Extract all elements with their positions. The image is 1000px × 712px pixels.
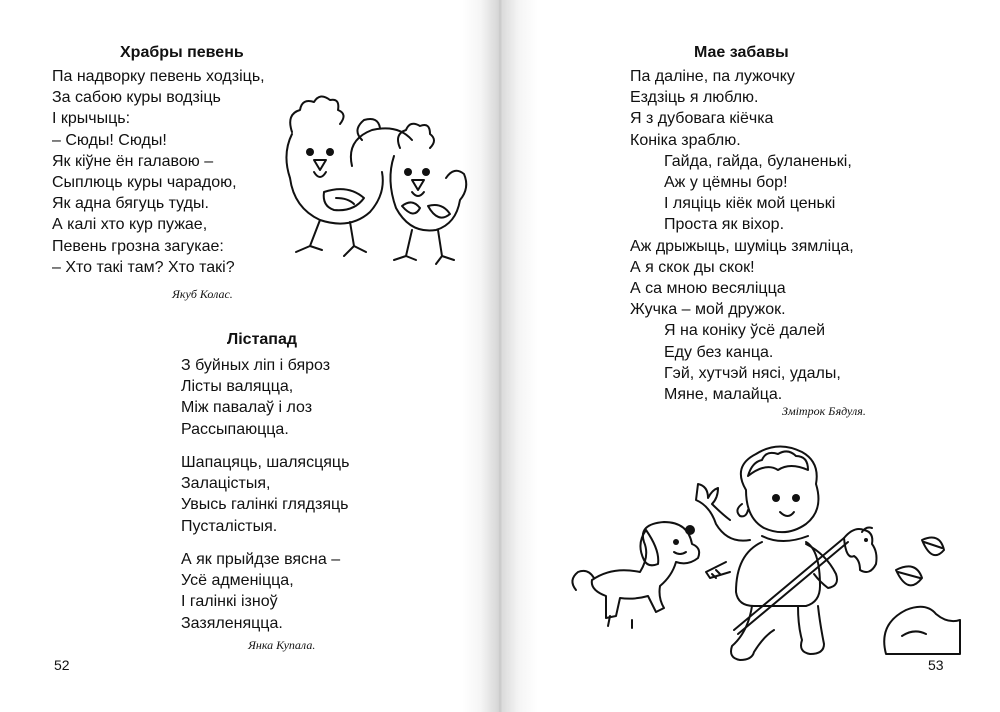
poem-line: А са мною весяліцца (630, 280, 786, 298)
poem-line: Мяне, малайца. (664, 386, 783, 404)
author-zmitrok-byadulya: Змітрок Бядуля. (782, 404, 866, 418)
poem-title-brave-rooster: Храбры певень (120, 44, 244, 61)
poem-line: Аж дрыжыць, шуміць зямліца, (630, 237, 854, 255)
poem-line: Залацістыя, (181, 475, 271, 493)
page-number-right: 53 (928, 657, 944, 673)
poem-line: – Хто такі там? Хто такі? (52, 258, 235, 276)
poem-line: З буйных ліп і бяроз (181, 357, 331, 374)
poem-line: І ляціць кіёк мой ценькі (664, 195, 836, 213)
poem-line: Шапацяць, шалясцяць (181, 454, 350, 471)
poem-line: Пусталістыя. (181, 517, 278, 535)
page-number-left: 52 (54, 657, 70, 673)
poem-line: Лісты валяцца, (181, 378, 294, 396)
poem-line: Сыплюць куры чарадою, (52, 174, 237, 192)
right-page (500, 0, 1000, 712)
poem-line: Еду без канца. (664, 343, 774, 361)
poem-line: Гэй, хутчэй нясі, удалы, (664, 364, 841, 382)
poem-line: Па надворку певень ходзіць, (52, 68, 265, 85)
poem-brave-rooster (52, 66, 265, 278)
poem-line: Я на коніку ўсё далей (664, 322, 826, 340)
poem-line: А як прыйдзе вясна – (181, 551, 341, 568)
poem-line: Проста як віхор. (664, 216, 785, 234)
poem-line: Між павалаў і лоз (181, 399, 313, 417)
poem-line: Як адна бягуць туды. (52, 195, 209, 213)
poem-line: Увысь галінкі глядзяць (181, 496, 349, 514)
boy-on-stick-horse-with-dog-icon (566, 440, 966, 670)
poem-leaf-fall-stanza-1 (181, 355, 330, 440)
poem-line: Я з дубовага кіёчка (630, 110, 774, 128)
poem-line: Па даліне, па лужочку (630, 68, 795, 85)
poem-line: За сабою куры водзіць (52, 89, 221, 107)
poem-line: І галінкі ізноў (181, 593, 278, 611)
poem-line: Коніка зраблю. (630, 131, 741, 149)
poem-line: І крычыць: (52, 110, 131, 128)
poem-line: Усё адменіцца, (181, 572, 294, 590)
poem-line: – Сюды! Сюды! (52, 131, 167, 149)
poem-title-my-games: Мае забавы (694, 44, 789, 61)
poem-line: Певень грозна загукае: (52, 237, 224, 255)
poem-line: Жучка – мой дружок. (630, 301, 786, 319)
poem-line: Гайда, гайда, буланенькі, (664, 152, 852, 170)
poem-line: Ездзіць я люблю. (630, 89, 759, 107)
poem-line: Зазяленяцца. (181, 614, 283, 632)
poem-line: Як кіўне ён галавою – (52, 152, 214, 170)
poem-line: Аж у цёмны бор! (664, 174, 788, 192)
poem-title-leaf-fall: Лістапад (227, 331, 298, 348)
poem-my-games (630, 66, 854, 405)
poem-line: А калі хто кур пужае, (52, 216, 208, 234)
poem-leaf-fall-stanza-3 (181, 549, 340, 634)
rooster-and-hen-icon (262, 94, 472, 274)
author-yakub-kolas: Якуб Колас. (172, 287, 233, 301)
poem-line: Рассыпаюцца. (181, 420, 289, 438)
poem-line: А я скок ды скок! (630, 258, 755, 276)
poem-leaf-fall-stanza-2 (181, 452, 349, 537)
author-yanka-kupala: Янка Купала. (248, 638, 316, 652)
